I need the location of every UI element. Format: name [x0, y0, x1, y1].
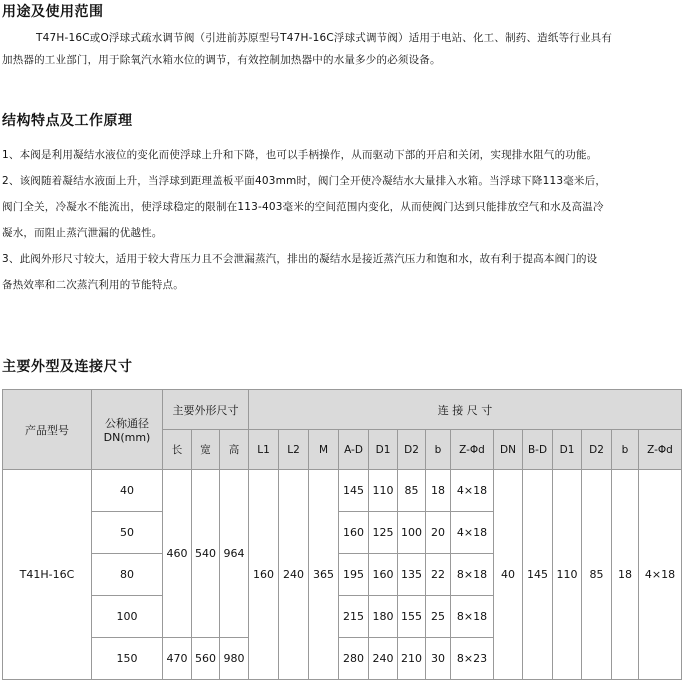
outlet-dn: 40: [494, 470, 523, 680]
structure-line-4: 凝水，而阻止蒸汽泄漏的优越性。: [2, 227, 163, 239]
flange-cell: 195: [339, 554, 369, 596]
outline-width: 540: [192, 470, 220, 638]
dn-cell: 100: [92, 596, 163, 638]
header-d2: D2: [398, 430, 426, 470]
flange-cell: 280: [339, 638, 369, 680]
flange-cell: 85: [398, 470, 426, 512]
flange-cell: 18: [426, 470, 451, 512]
header-l2: L2: [279, 430, 309, 470]
header-d1: D1: [369, 430, 398, 470]
header-model: 产品型号: [3, 390, 92, 470]
structure-line-5: 3、此阀外形尺寸较大，适用于较大背压力且不会泄漏蒸汽，排出的凝结水是接近蒸汽压力和饱和水，故有利于提高本阀门的设: [2, 253, 598, 265]
outlet-d1: 110: [553, 470, 582, 680]
structure-line-3: 阀门全关，冷凝水不能流出，使浮球稳定的限制在113-403毫米的空间范围内变化，从而使阀门达到只能排放空气和水及高温冷: [2, 201, 604, 213]
header-width: 宽: [192, 430, 220, 470]
outlet-d2: 85: [582, 470, 612, 680]
flange-cell: 210: [398, 638, 426, 680]
flange-cell: 4×18: [451, 470, 494, 512]
flange-cell: 25: [426, 596, 451, 638]
usage-line-2: 加热器的工业部门，用于除氧汽水箱水位的调节，有效控制加热器中的水量多少的必须设备。: [2, 54, 441, 66]
outline-height-large: 980: [220, 638, 249, 680]
l1-cell: 160: [249, 470, 279, 680]
header-l1: L1: [249, 430, 279, 470]
flange-cell: 135: [398, 554, 426, 596]
l2-cell: 240: [279, 470, 309, 680]
outline-length-large: 470: [163, 638, 192, 680]
flange-cell: 20: [426, 512, 451, 554]
outline-height: 964: [220, 470, 249, 638]
header-dn: 公称通径DN(mm): [92, 390, 163, 470]
flange-cell: 215: [339, 596, 369, 638]
header-a-d: A-D: [339, 430, 369, 470]
header-outlet-b: b: [612, 430, 639, 470]
flange-cell: 4×18: [451, 512, 494, 554]
flange-cell: 30: [426, 638, 451, 680]
flange-cell: 125: [369, 512, 398, 554]
header-connection: 连 接 尺 寸: [249, 390, 682, 430]
flange-cell: 240: [369, 638, 398, 680]
header-outline: 主要外形尺寸: [163, 390, 249, 430]
flange-cell: 160: [339, 512, 369, 554]
flange-cell: 8×23: [451, 638, 494, 680]
flange-cell: 155: [398, 596, 426, 638]
header-outlet-d2: D2: [582, 430, 612, 470]
flange-cell: 145: [339, 470, 369, 512]
dimensions-title: 主要外型及连接尺寸: [2, 359, 133, 375]
structure-line-2: 2、该阀随着凝结水液面上升，当浮球到距理盖板平面403mm时，阀门全开使冷凝结水大量排入水箱。当浮球下降113毫米后，: [2, 175, 607, 187]
model-cell: T41H-16C: [3, 470, 92, 680]
header-outlet-z-d: Z-Φd: [639, 430, 682, 470]
structure-line-1: 1、本阀是利用凝结水液位的变化而使浮球上升和下降，也可以手柄操作，从而驱动下部的开启和关闭，实现排水阻气的功能。: [2, 149, 598, 161]
header-z-d: Z-Φd: [451, 430, 494, 470]
outlet-b: 18: [612, 470, 639, 680]
usage-title: 用途及使用范围: [2, 4, 104, 20]
header-b-d: B-D: [523, 430, 553, 470]
flange-cell: 8×18: [451, 554, 494, 596]
structure-title: 结构特点及工作原理: [2, 113, 133, 129]
flange-cell: 100: [398, 512, 426, 554]
structure-line-6: 备热效率和二次蒸汽利用的节能特点。: [2, 279, 184, 291]
flange-cell: 110: [369, 470, 398, 512]
header-height: 高: [220, 430, 249, 470]
flange-cell: 180: [369, 596, 398, 638]
dn-cell: 150: [92, 638, 163, 680]
header-b: b: [426, 430, 451, 470]
flange-cell: 8×18: [451, 596, 494, 638]
outline-width-large: 560: [192, 638, 220, 680]
outlet-z-d: 4×18: [639, 470, 682, 680]
flange-cell: 22: [426, 554, 451, 596]
dimension-table: [2, 389, 682, 680]
m-cell: 365: [309, 470, 339, 680]
header-length: 长: [163, 430, 192, 470]
flange-cell: 160: [369, 554, 398, 596]
usage-line-1: T47H-16C或O浮球式疏水调节阀（引进前苏原型号T47H-16C浮球式调节阀）适用于电站、化工、制药、造纸等行业具有: [36, 32, 613, 44]
dn-cell: 40: [92, 470, 163, 512]
header-outlet-d1: D1: [553, 430, 582, 470]
dn-cell: 50: [92, 512, 163, 554]
outlet-b-d: 145: [523, 470, 553, 680]
outline-length: 460: [163, 470, 192, 638]
header-outlet-dn: DN: [494, 430, 523, 470]
dn-cell: 80: [92, 554, 163, 596]
header-m: M: [309, 430, 339, 470]
